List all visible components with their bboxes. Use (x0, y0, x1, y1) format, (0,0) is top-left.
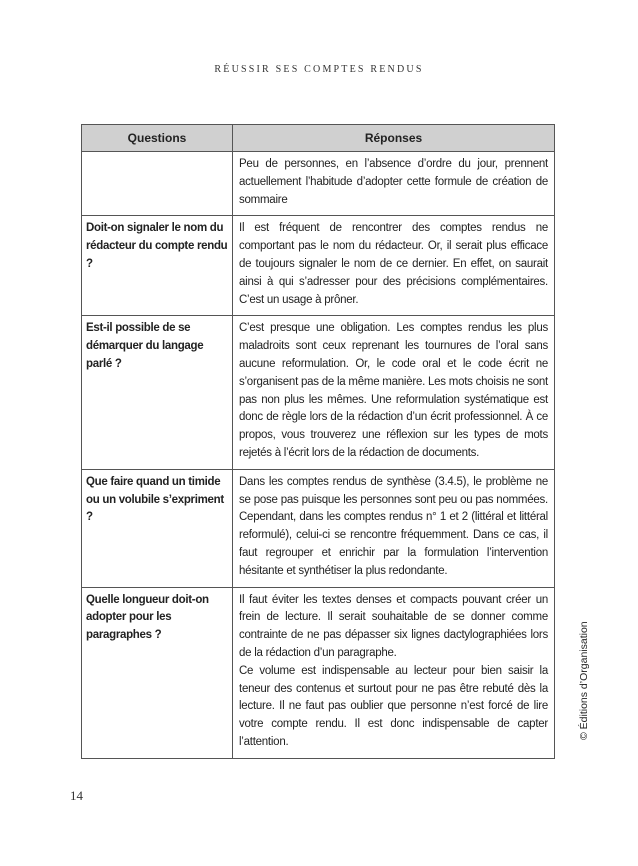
qa-table (81, 124, 555, 759)
question-cell: Quelle longueur doit-on adopter pour les paragraphes ? (82, 587, 233, 758)
answer-cell (233, 469, 555, 587)
table-row (82, 587, 555, 758)
running-head: RÉUSSIR SES COMPTES RENDUS (214, 64, 424, 75)
table-row (82, 469, 555, 587)
question-cell: Que faire quand un timide ou un volubile s’expriment ? (82, 469, 233, 587)
table-header-row (82, 125, 555, 152)
questions-header: Questions (82, 125, 233, 152)
answer-cell (233, 152, 555, 216)
question-cell: Est-il possible de se démarquer du langage parlé ? (82, 316, 233, 469)
answer-paragraph: C’est presque une obligation. Les comptes rendus les plus maladroits sont ceux reprenant les tournures de l’oral sans aucune reformulation. Or, le code oral et le code écrit ne s’organisent pas de la même manière. Les mots choisis ne sont pas non plus les mêmes. Une reformulation systématique est donc de règle lors de la rédaction d’un écrit professionnel. À ce propos, vous trouverez une réflexion sur les types de mots rejetés à l’écrit lors de la rédaction de documents. (239, 322, 548, 459)
answer-paragraph: Il faut éviter les textes denses et compacts pouvant créer un frein de lecture. Il serait souhaitable de se donner comme contrainte de ne pas dépasser six lignes dactylographiées lors de la rédaction d’un paragraphe. (239, 593, 548, 659)
answer-cell (233, 587, 555, 758)
question-cell (82, 152, 233, 216)
question-cell: Doit-on signaler le nom du rédacteur du compte rendu ? (82, 216, 233, 316)
publisher-credit: © Éditions d’Organisation (578, 621, 590, 740)
table-row (82, 152, 555, 216)
table-row (82, 216, 555, 316)
answer-paragraph: Dans les comptes rendus de synthèse (3.4.5), le problème ne se pose pas puisque les personnes sont peu ou pas nommées. Cependant, dans les comptes rendus n° 1 et 2 (littéral et littéral reformulé), celui-ci se rencontre fréquemment. Dans ce cas, il faut regrouper et enrichir par la formulation l’intervention hésitante et synthétiser la plus redondante. (239, 475, 548, 577)
table-row (82, 316, 555, 469)
answer-paragraph: Ce volume est indispensable au lecteur pour bien saisir la teneur des contenus et surtout pour ne pas être rebuté dès la lecture. Il ne faut pas oublier que personne n’est forcé de lire votre compte rendu. Il est donc indispensable de capter l’attention. (239, 664, 548, 748)
answer-cell (233, 316, 555, 469)
answer-cell (233, 216, 555, 316)
answer-paragraph: Il est fréquent de rencontrer des comptes rendus ne comportant pas le nom du rédacteur. Or, il serait plus efficace de toujours signaler le nom de ce dernier. En effet, on saurait ainsi à qui s’adresser pour des précisions complémentaires. C’est un usage à prôner. (239, 222, 548, 306)
page-number: 14 (70, 788, 83, 803)
answer-paragraph: Peu de personnes, en l’absence d’ordre du jour, prennent actuellement l’habitude d’adopter cette formule de création de sommaire (239, 158, 548, 206)
answers-header: Réponses (233, 125, 555, 152)
